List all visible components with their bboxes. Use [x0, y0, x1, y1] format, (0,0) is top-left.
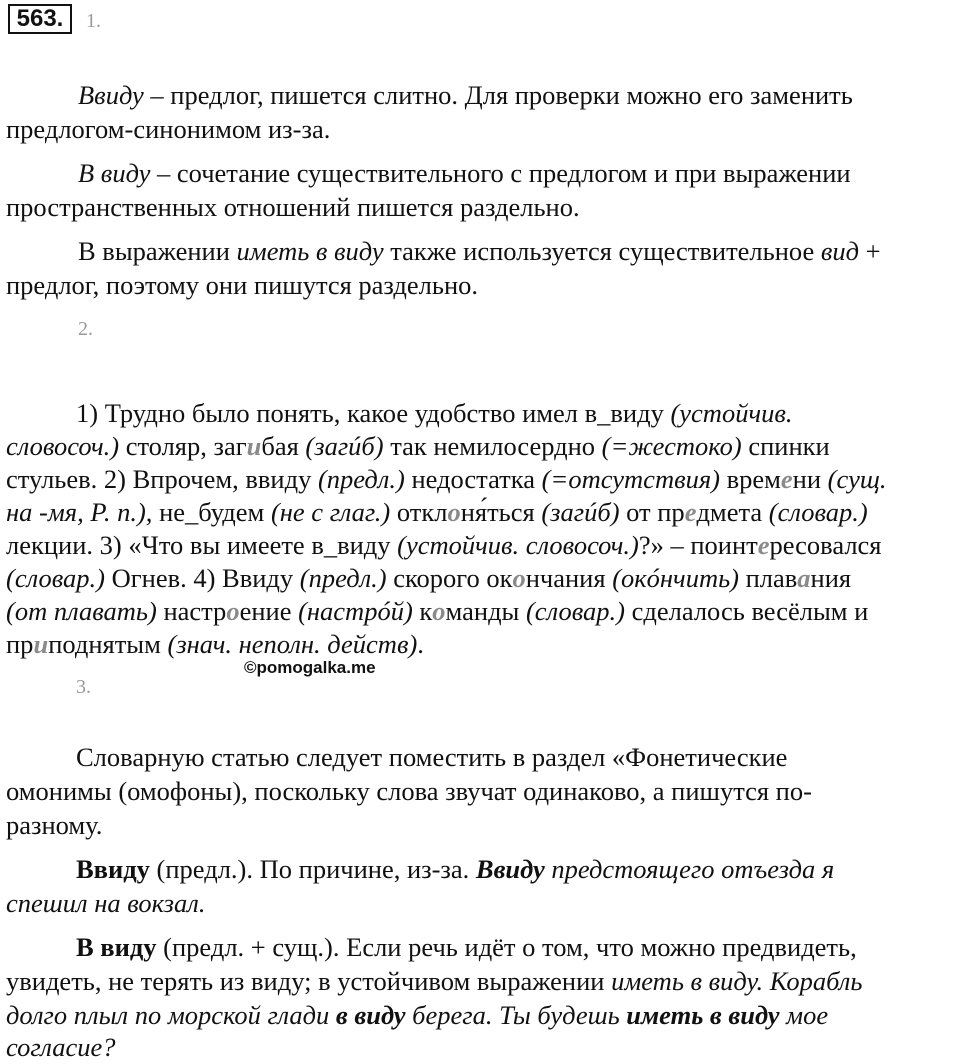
s1-line-4: пространственных отношений пишется раздельно. [6, 192, 580, 222]
s1-line-3: В виду – сочетание существительного с предлогом и при выражении [78, 158, 851, 188]
s1-line-2: предлогом-синонимом из-за. [6, 114, 331, 144]
s3-line-4: Ввиду (предл.). По причине, из-за. Ввиду предстоящего отъезда я [76, 854, 835, 884]
s2-line-7: (от плавать) настроение (настрóй) команды (словар.) сделалось весёлым и [6, 596, 869, 626]
s2-line-1: 1) Трудно было понять, какое удобство имел в_виду (устойчив. [76, 398, 793, 428]
part-label-3: 3. [76, 676, 91, 698]
watermark: ©pomogalka.me [244, 658, 376, 677]
s2-line-8: приподнятым (знач. неполн. действ). [6, 629, 424, 659]
s2-line-2: словосоч.) столяр, загибая (загúб) так немилосердно (=жестоко) спинки [6, 431, 830, 461]
exercise-number: 563. [8, 4, 72, 34]
s3-line-1: Словарную статью следует поместить в раздел «Фонетические [76, 742, 788, 772]
s3-line-6: В виду (предл. + сущ.). Если речь идёт о том, что можно предвидеть, [76, 932, 857, 962]
s1-line-1: Ввиду – предлог, пишется слитно. Для проверки можно его заменить [78, 80, 853, 110]
part-label-1: 1. [86, 10, 101, 32]
s3-line-9: согласие? [6, 1032, 116, 1062]
s3-line-3: разному. [6, 810, 103, 840]
s2-line-3: стульев. 2) Впрочем, ввиду (предл.) недостатка (=отсутствия) времени (сущ. [6, 464, 887, 494]
s3-line-5: спешил на вокзал. [6, 888, 206, 918]
s1-line-6: предлог, поэтому они пишутся раздельно. [6, 270, 479, 300]
s2-line-4: на -мя, Р. п.), не_будем (не с глаг.) отклоня́ться (загúб) от предмета (словар.) [6, 497, 868, 527]
s2-line-6: (словар.) Огнев. 4) Ввиду (предл.) скорого окончания (окóнчить) плавания [6, 563, 852, 593]
s3-line-8: долго плыл по морской глади в виду берега. Ты будешь иметь в виду мое [6, 1000, 829, 1030]
part-label-2: 2. [78, 318, 93, 340]
s3-line-2: омонимы (омофоны), поскольку слова звучат одинаково, а пишутся по- [6, 776, 812, 806]
s3-line-7: увидеть, не терять из виду; в устойчивом выражении иметь в виду. Корабль [6, 966, 863, 996]
s1-line-5: В выражении иметь в виду также используется существительное вид + [78, 236, 881, 266]
s2-line-5: лекции. 3) «Что вы имеете в_виду (устойчив. словосоч.)?» – поинтересовался [6, 530, 882, 560]
